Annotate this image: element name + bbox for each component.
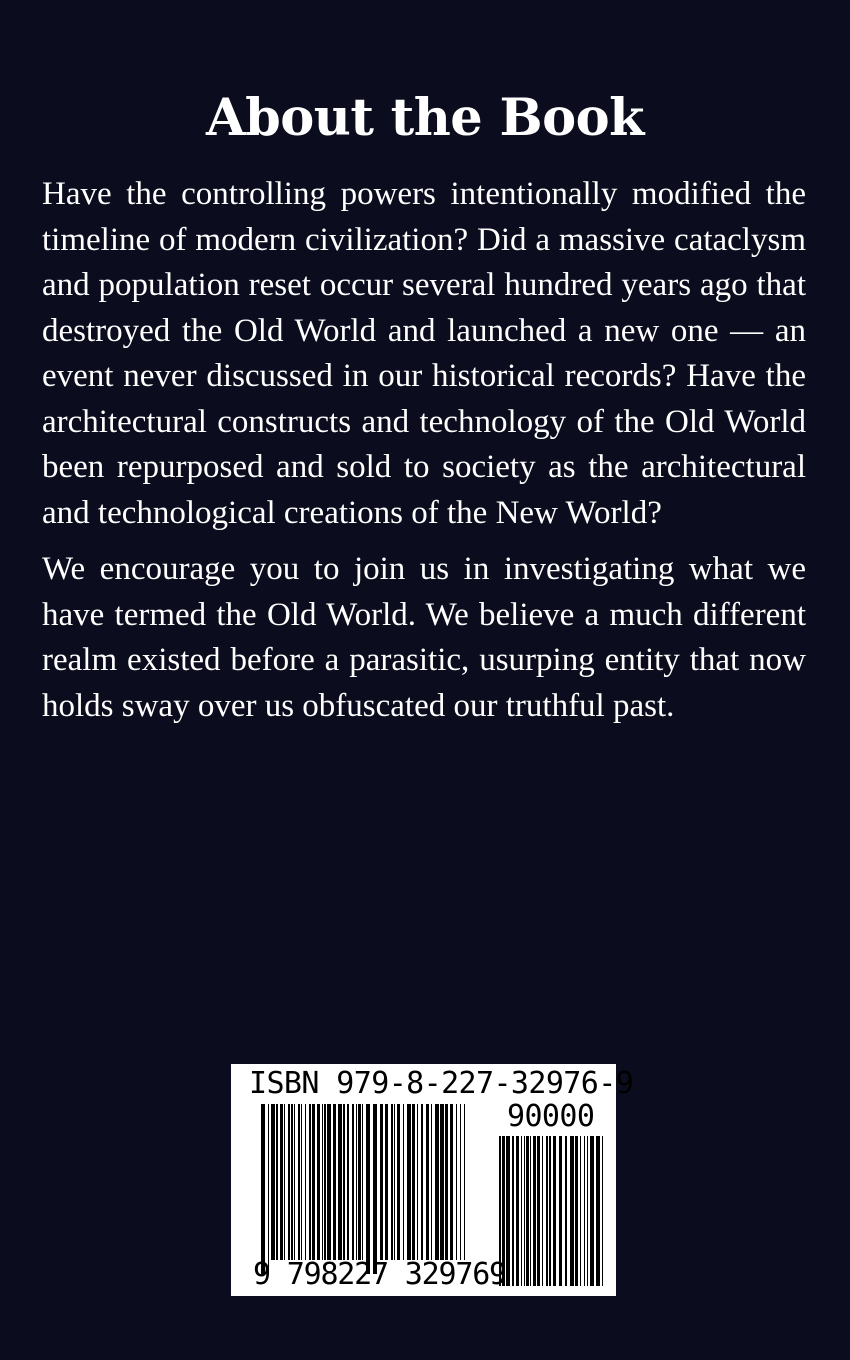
description-paragraph-1: Have the controlling powers intentionally modified the timeline of modern civilization? Did a massive cataclysm and population reset occur several hundred years ago that destroyed the Old World and launched a new one — an event never discussed in our historical records? Have the architectural constructs and technology of the Old World been repurposed and sold to society as the architectural and technological creations of the New World? — [42, 176, 806, 531]
barcode-bar — [587, 1136, 588, 1286]
barcode-bar — [460, 1104, 461, 1260]
barcode-bar — [356, 1104, 357, 1260]
barcode-bar — [553, 1136, 556, 1286]
book-description — [42, 172, 806, 740]
barcode-bar — [284, 1104, 285, 1260]
barcode-bar — [358, 1104, 361, 1260]
barcode-bar — [440, 1104, 444, 1260]
barcode-bar — [530, 1136, 531, 1286]
barcode-bar — [506, 1136, 510, 1286]
barcode-bar — [343, 1104, 345, 1260]
barcode-bar — [580, 1136, 581, 1286]
barcode-bar — [456, 1104, 457, 1260]
price-code: 90000 — [507, 1099, 595, 1134]
page-title: About the Book — [206, 88, 644, 148]
barcode-bar — [394, 1104, 395, 1260]
isbn-barcode — [231, 1064, 634, 1296]
barcode-bar — [516, 1136, 519, 1286]
barcode-bar — [526, 1136, 529, 1286]
barcode-bar — [347, 1104, 349, 1260]
barcode-bar — [445, 1104, 448, 1260]
barcode-bar — [327, 1104, 331, 1260]
barcode-bar — [324, 1104, 326, 1260]
barcode-bar — [298, 1104, 300, 1260]
barcode-bar — [524, 1136, 525, 1286]
barcode-bar — [537, 1136, 540, 1286]
barcode-digits: 9 798227 329769 — [253, 1257, 506, 1292]
barcode-bar — [450, 1104, 453, 1260]
barcode-bar — [312, 1104, 315, 1260]
barcode-bar — [426, 1104, 429, 1260]
barcode-bar — [271, 1104, 275, 1260]
barcode-bar — [397, 1104, 400, 1260]
barcode-bar — [417, 1104, 418, 1260]
barcode-bar — [301, 1104, 302, 1260]
barcode-bar — [570, 1136, 574, 1286]
barcode-bar — [412, 1104, 415, 1260]
description-paragraph-2: We encourage you to join us in investigating what we have termed the Old World. We believe a much different realm existed before a parasitic, usurping entity that now holds sway over us obfuscated our truthful past. — [42, 551, 806, 724]
barcode-bar — [407, 1104, 411, 1260]
barcode-bar — [559, 1136, 562, 1286]
barcode-bar — [373, 1104, 377, 1274]
barcode-bar — [435, 1104, 439, 1260]
barcode-bar — [403, 1104, 404, 1260]
barcode-bar — [421, 1104, 423, 1260]
barcode-bar — [362, 1104, 363, 1260]
barcode-bar — [596, 1136, 600, 1286]
barcode-bar — [366, 1104, 370, 1274]
barcode-bar — [464, 1104, 465, 1260]
barcode-bar — [549, 1136, 551, 1286]
barcode-bar — [385, 1104, 388, 1260]
barcode-bar — [546, 1136, 548, 1286]
barcode-bar — [380, 1104, 383, 1260]
barcode-bar — [288, 1104, 290, 1260]
barcode-bar — [512, 1136, 514, 1286]
barcode-bar — [322, 1104, 323, 1260]
barcode-bar — [521, 1136, 522, 1286]
barcode-bar — [291, 1104, 293, 1260]
barcode-bar — [431, 1104, 432, 1260]
barcode-bar — [590, 1136, 594, 1286]
barcode-bar — [575, 1136, 578, 1286]
barcode-bar — [305, 1104, 306, 1260]
isbn-label: ISBN 979-8-227-32976-9 — [249, 1066, 634, 1101]
barcode-bar — [533, 1136, 536, 1286]
barcode-bar — [391, 1104, 393, 1260]
barcode-bar — [584, 1136, 585, 1286]
barcode-bar — [294, 1104, 295, 1260]
barcode-bar — [602, 1136, 603, 1286]
barcode-bar — [338, 1104, 342, 1260]
barcode-bar — [542, 1136, 543, 1286]
barcode-bar — [276, 1104, 278, 1260]
barcode-bar — [352, 1104, 354, 1260]
barcode-bar — [309, 1104, 311, 1260]
barcode-bar — [261, 1104, 265, 1274]
barcode-bar — [565, 1136, 567, 1286]
barcode-bar — [280, 1104, 283, 1260]
barcode-bar — [333, 1104, 336, 1260]
barcode-bar — [268, 1104, 269, 1274]
barcode-bar — [317, 1104, 320, 1260]
